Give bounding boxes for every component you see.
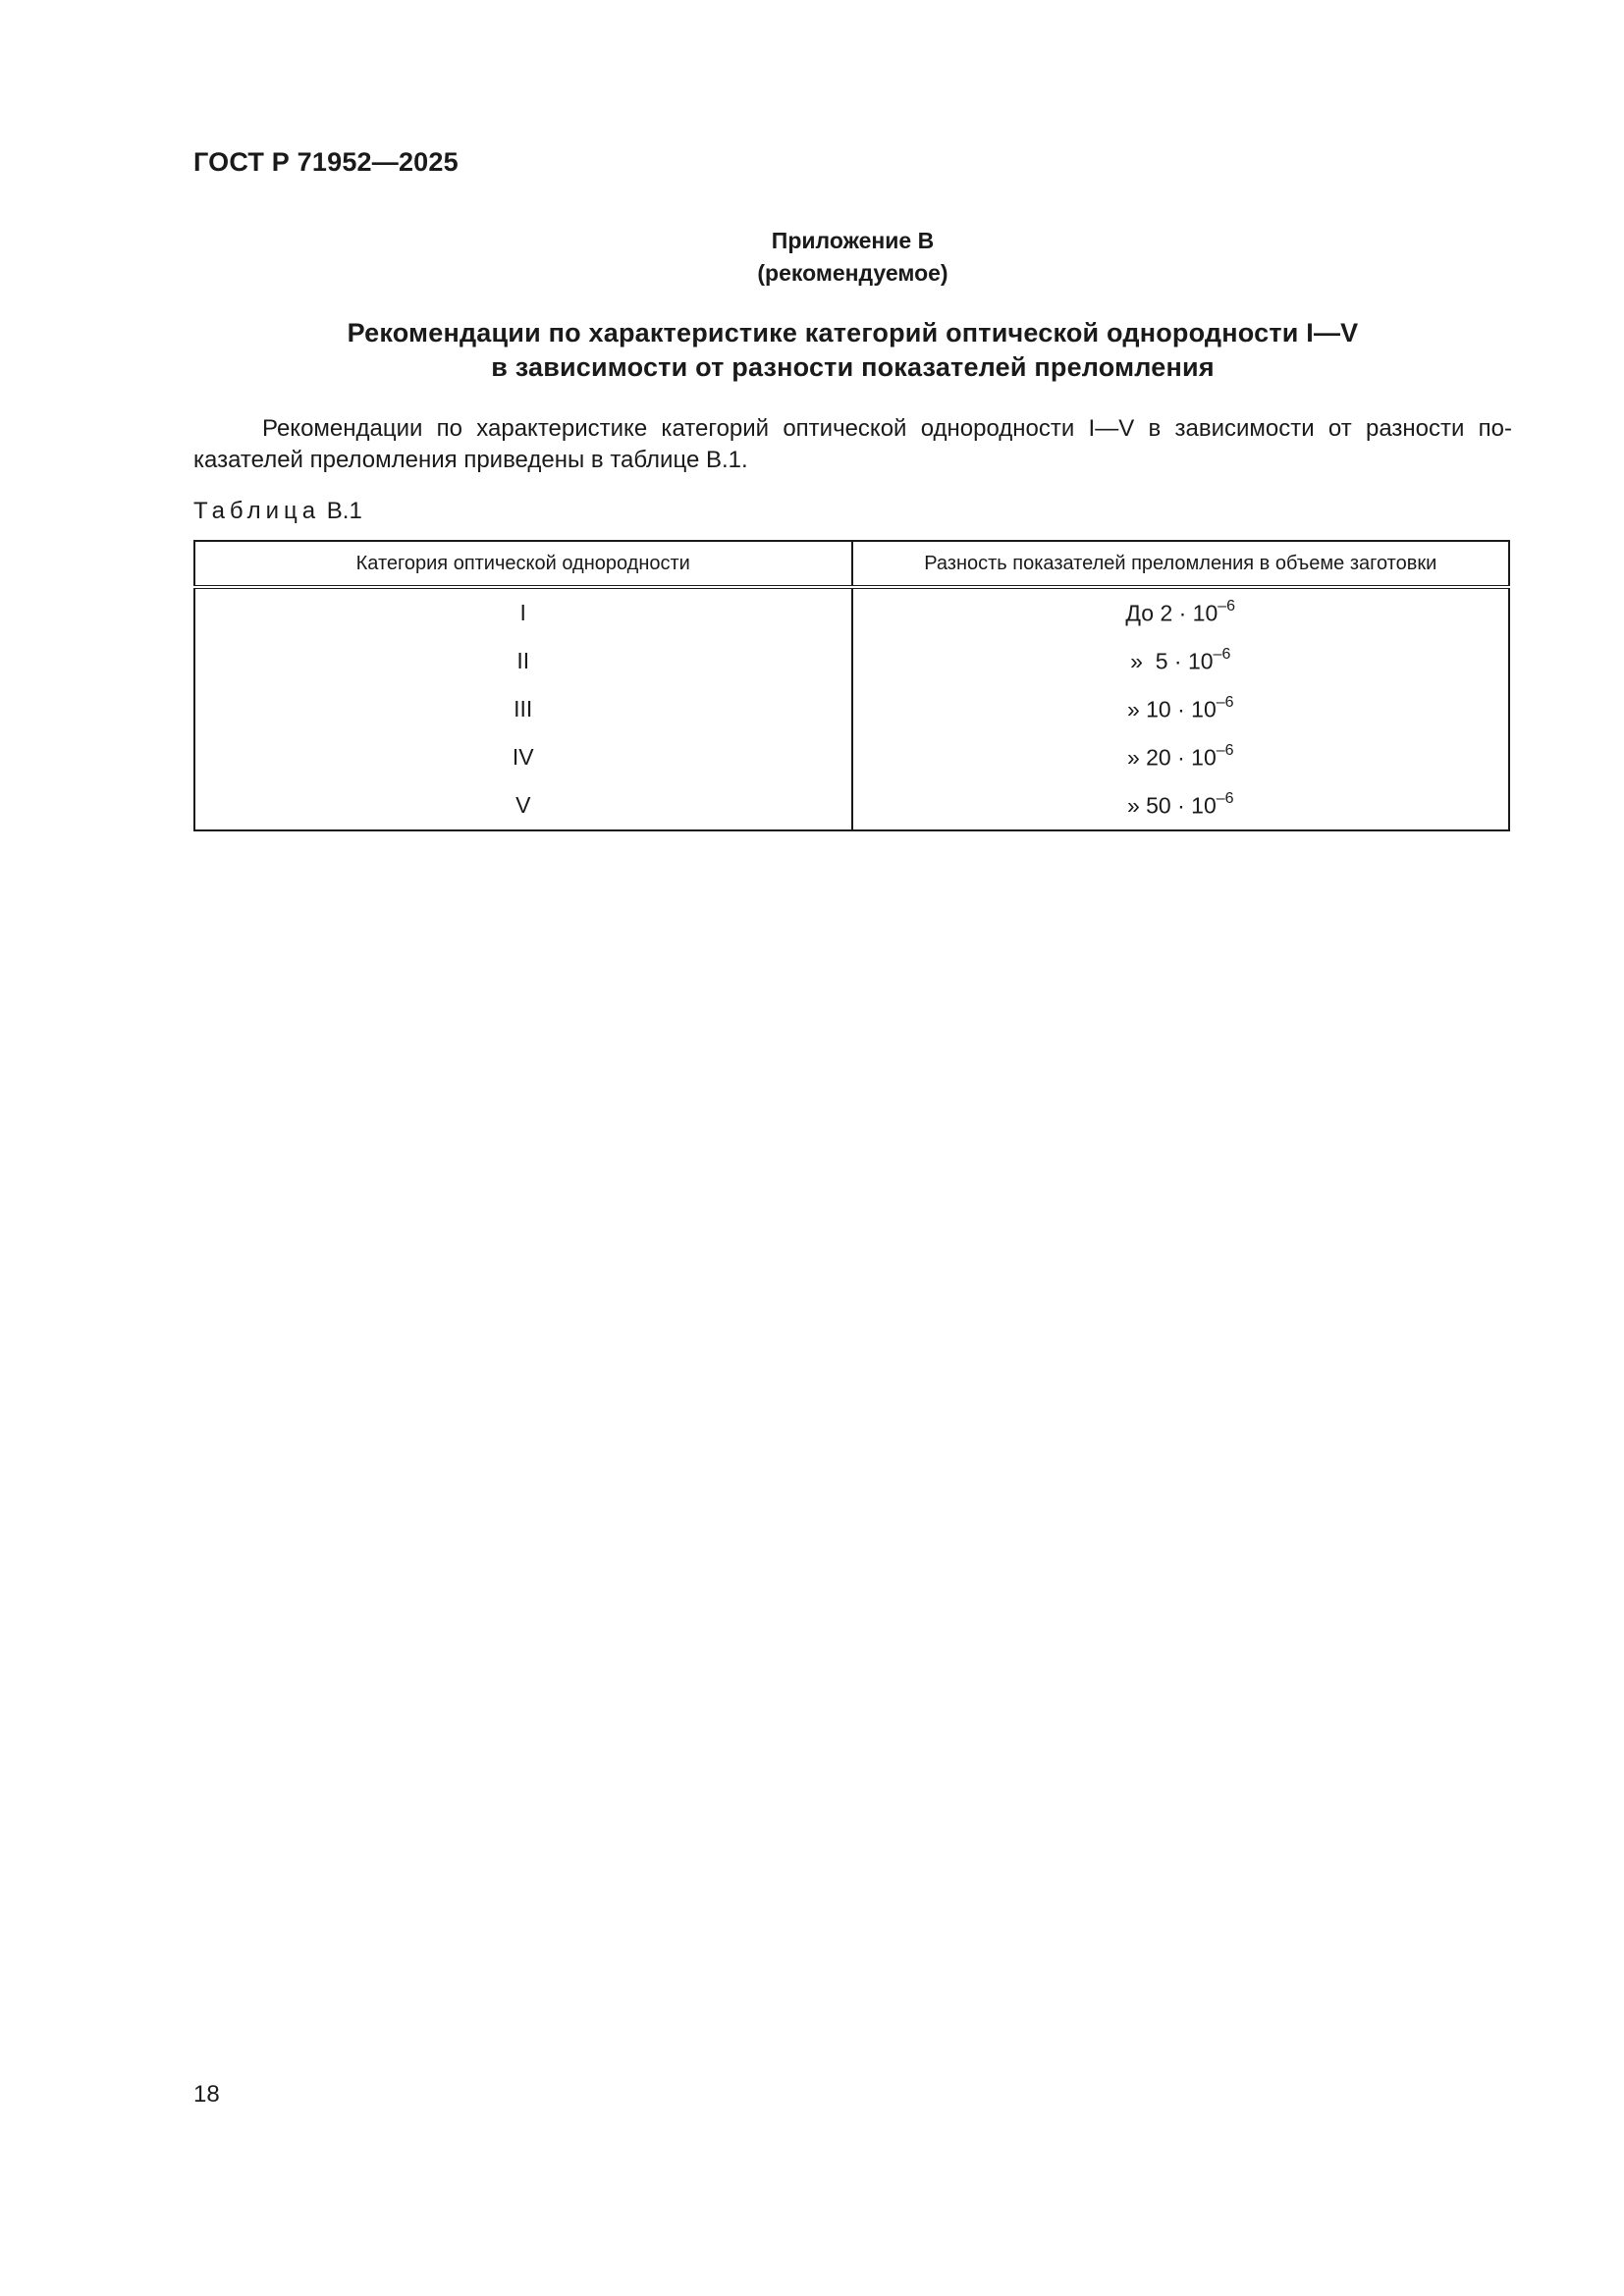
category-cell: III bbox=[514, 696, 533, 721]
value-exponent: –6 bbox=[1213, 645, 1231, 663]
value-exponent: –6 bbox=[1218, 597, 1236, 614]
section-title-line-2: в зависимости от разности показателей преломления bbox=[491, 352, 1215, 382]
homogeneity-table bbox=[193, 540, 1510, 831]
value-cell bbox=[852, 781, 1510, 830]
section-title-line-1: Рекомендации по характеристике категорий оптической однородности I—V bbox=[347, 318, 1359, 347]
body-paragraph: Рекомендации по характеристике категорий оптической однородности I—V в зависимости от разности показателей преломления приведены в таблице В.1. bbox=[193, 415, 1512, 473]
table-row bbox=[194, 733, 1509, 781]
value-text: » 50 · 10 bbox=[1126, 792, 1217, 819]
value-cell bbox=[852, 637, 1510, 685]
section-title bbox=[193, 316, 1512, 385]
table-caption-word: Таблица bbox=[193, 498, 321, 524]
table-caption bbox=[193, 498, 362, 525]
header-refractive-difference: Разность показателей преломления в объеме заготовки bbox=[852, 541, 1510, 587]
category-cell: IV bbox=[512, 744, 534, 770]
table-header-row bbox=[194, 541, 1509, 587]
value-cell bbox=[852, 685, 1510, 733]
value-text: » 10 · 10 bbox=[1126, 696, 1217, 722]
table-caption-number: В.1 bbox=[326, 498, 362, 524]
value-text: До 2 · 10 bbox=[1125, 600, 1218, 626]
table-row bbox=[194, 685, 1509, 733]
appendix-label: Приложение В bbox=[771, 228, 935, 253]
category-cell: V bbox=[515, 792, 531, 818]
value-text: » 20 · 10 bbox=[1126, 744, 1217, 771]
document-code: ГОСТ Р 71952—2025 bbox=[193, 147, 459, 177]
category-cell: I bbox=[519, 600, 526, 625]
page-number: 18 bbox=[193, 2081, 220, 2108]
value-cell bbox=[852, 733, 1510, 781]
appendix-heading bbox=[193, 225, 1512, 290]
table-row bbox=[194, 637, 1509, 685]
table-row bbox=[194, 781, 1509, 830]
value-cell bbox=[852, 587, 1510, 637]
value-exponent: –6 bbox=[1216, 693, 1234, 711]
value-exponent: –6 bbox=[1216, 741, 1234, 759]
value-text: » 5 · 10 bbox=[1130, 648, 1214, 674]
header-category: Категория оптической однородности bbox=[194, 541, 852, 587]
value-exponent: –6 bbox=[1216, 789, 1234, 807]
table-row bbox=[194, 587, 1509, 637]
appendix-status: (рекомендуемое) bbox=[757, 260, 948, 286]
category-cell: II bbox=[516, 648, 530, 673]
